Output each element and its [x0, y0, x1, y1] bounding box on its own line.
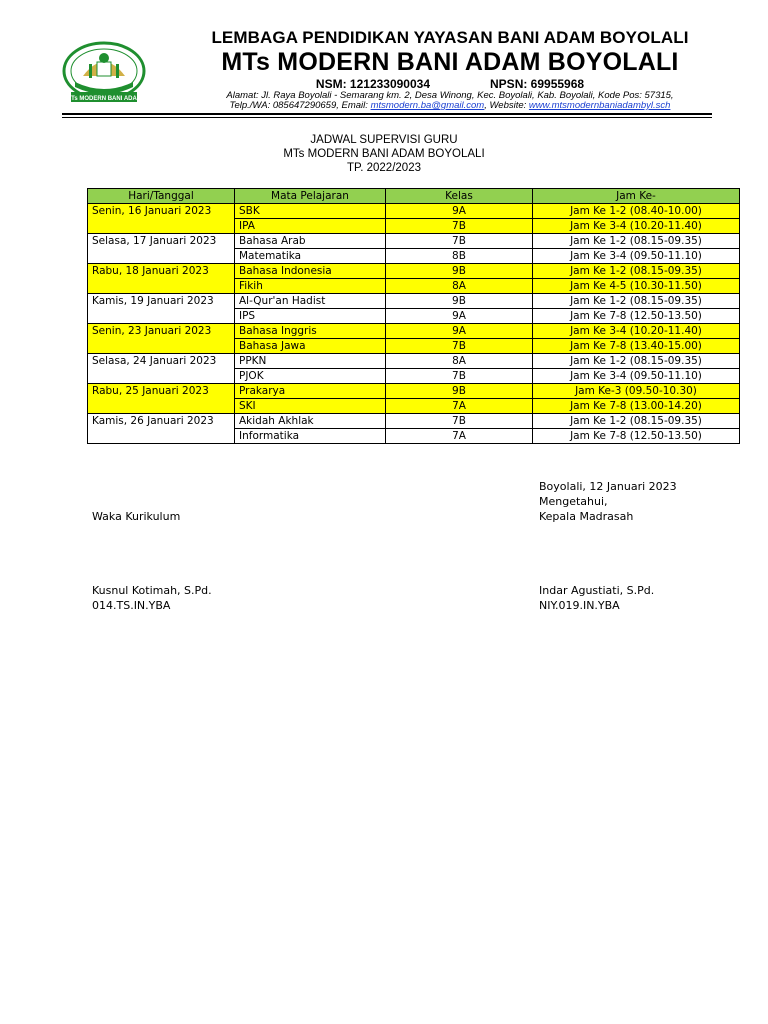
- email-link[interactable]: mtsmodern.ba@gmail.com: [370, 100, 485, 111]
- cell-subject: Informatika: [235, 429, 386, 444]
- cell-time: Jam Ke 1-2 (08.15-09.35): [533, 264, 740, 279]
- table-row: [88, 309, 740, 324]
- cell-day: [88, 249, 235, 264]
- cell-subject: SKI: [235, 399, 386, 414]
- cell-time: Jam Ke 3-4 (09.50-11.10): [533, 369, 740, 384]
- cell-subject: IPA: [235, 219, 386, 234]
- cell-day: Rabu, 25 Januari 2023: [88, 384, 235, 399]
- left-signatory-name: Kusnul Kotimah, S.Pd.: [92, 584, 212, 597]
- academic-year: TP. 2022/2023: [347, 162, 421, 174]
- cell-class: 7B: [386, 339, 533, 354]
- cell-subject: Al-Qur'an Hadist: [235, 294, 386, 309]
- left-signatory-role: Waka Kurikulum: [92, 510, 181, 523]
- cell-time: Jam Ke 7-8 (12.50-13.50): [533, 309, 740, 324]
- cell-class: 7A: [386, 429, 533, 444]
- document-title: JADWAL SUPERVISI GURU: [310, 134, 458, 146]
- cell-time: Jam Ke 3-4 (10.20-11.40): [533, 219, 740, 234]
- npsn-code: NPSN: 69955968: [490, 77, 585, 91]
- header-divider-thick: [62, 113, 712, 115]
- cell-class: 9A: [386, 309, 533, 324]
- header-class: Kelas: [386, 189, 533, 204]
- table-row: [88, 204, 740, 219]
- cell-day: Selasa, 24 Januari 2023: [88, 354, 235, 369]
- cell-time: Jam Ke 7-8 (13.00-14.20): [533, 399, 740, 414]
- svg-text:MTs MODERN BANI ADAM: MTs MODERN BANI ADAM: [66, 96, 142, 102]
- cell-class: 9A: [386, 204, 533, 219]
- table-row: [88, 264, 740, 279]
- cell-class: 8A: [386, 279, 533, 294]
- table-row: [88, 279, 740, 294]
- cell-time: Jam Ke 1-2 (08.15-09.35): [533, 234, 740, 249]
- table-row: [88, 369, 740, 384]
- cell-subject: Bahasa Arab: [235, 234, 386, 249]
- cell-day: [88, 369, 235, 384]
- cell-class: 7B: [386, 369, 533, 384]
- cell-subject: Bahasa Indonesia: [235, 264, 386, 279]
- cell-day: Senin, 16 Januari 2023: [88, 204, 235, 219]
- cell-time: Jam Ke-3 (09.50-10.30): [533, 384, 740, 399]
- cell-day: Rabu, 18 Januari 2023: [88, 264, 235, 279]
- acknowledged-label: Mengetahui,: [539, 495, 608, 508]
- place-date: Boyolali, 12 Januari 2023: [539, 480, 677, 493]
- header-day: Hari/Tanggal: [88, 189, 235, 204]
- cell-subject: Matematika: [235, 249, 386, 264]
- table-row: [88, 219, 740, 234]
- cell-day: Kamis, 19 Januari 2023: [88, 294, 235, 309]
- table-row: [88, 249, 740, 264]
- table-row: [88, 324, 740, 339]
- cell-time: Jam Ke 3-4 (09.50-11.10): [533, 249, 740, 264]
- cell-class: 7B: [386, 414, 533, 429]
- cell-time: Jam Ke 3-4 (10.20-11.40): [533, 324, 740, 339]
- school-name: MTs MODERN BANI ADAM BOYOLALI: [221, 48, 679, 76]
- table-row: [88, 354, 740, 369]
- cell-subject: Bahasa Jawa: [235, 339, 386, 354]
- cell-time: Jam Ke 4-5 (10.30-11.50): [533, 279, 740, 294]
- cell-day: [88, 339, 235, 354]
- cell-class: 9B: [386, 384, 533, 399]
- cell-day: Selasa, 17 Januari 2023: [88, 234, 235, 249]
- website-link[interactable]: www.mtsmodernbaniadambyl.sch: [528, 100, 671, 111]
- cell-time: Jam Ke 1-2 (08.15-09.35): [533, 294, 740, 309]
- cell-time: Jam Ke 1-2 (08.40-10.00): [533, 204, 740, 219]
- table-row: [88, 429, 740, 444]
- contact-phone: Telp./WA: 085647290659, Email:: [229, 100, 371, 111]
- cell-time: Jam Ke 1-2 (08.15-09.35): [533, 354, 740, 369]
- cell-class: 7A: [386, 399, 533, 414]
- header-subject: Mata Pelajaran: [235, 189, 386, 204]
- school-logo: [61, 40, 147, 106]
- right-signatory-id: NIY.019.IN.YBA: [539, 599, 620, 612]
- cell-subject: PPKN: [235, 354, 386, 369]
- school-codes: [150, 77, 750, 91]
- header-time: Jam Ke-: [533, 189, 740, 204]
- cell-time: Jam Ke 1-2 (08.15-09.35): [533, 414, 740, 429]
- nsm-code: NSM: 121233090034: [315, 77, 431, 91]
- left-signatory-id: 014.TS.IN.YBA: [92, 599, 171, 612]
- cell-day: [88, 279, 235, 294]
- school-contact: [150, 100, 750, 111]
- right-signatory-name: Indar Agustiati, S.Pd.: [539, 584, 655, 597]
- cell-time: Jam Ke 7-8 (12.50-13.50): [533, 429, 740, 444]
- table-row: [88, 399, 740, 414]
- cell-day: [88, 399, 235, 414]
- header-divider-thin: [62, 117, 712, 118]
- cell-class: 8A: [386, 354, 533, 369]
- cell-subject: Prakarya: [235, 384, 386, 399]
- cell-subject: Bahasa Inggris: [235, 324, 386, 339]
- table-row: [88, 234, 740, 249]
- institution-name: LEMBAGA PENDIDIKAN YAYASAN BANI ADAM BOYOLALI: [211, 28, 689, 47]
- cell-subject: SBK: [235, 204, 386, 219]
- cell-time: Jam Ke 7-8 (13.40-15.00): [533, 339, 740, 354]
- cell-class: 7B: [386, 219, 533, 234]
- cell-day: [88, 219, 235, 234]
- cell-subject: Akidah Akhlak: [235, 414, 386, 429]
- cell-subject: IPS: [235, 309, 386, 324]
- cell-class: 7B: [386, 234, 533, 249]
- cell-subject: PJOK: [235, 369, 386, 384]
- cell-class: 8B: [386, 249, 533, 264]
- cell-class: 9B: [386, 294, 533, 309]
- cell-class: 9A: [386, 324, 533, 339]
- school-address: Alamat: Jl. Raya Boyolali - Semarang km. 2, Desa Winong, Kec. Boyolali, Kab. Boyolali, Kode Pos: 57315,: [226, 90, 674, 101]
- cell-day: Kamis, 26 Januari 2023: [88, 414, 235, 429]
- supervision-schedule-table: [87, 188, 740, 444]
- table-row: [88, 294, 740, 309]
- table-header-row: [88, 189, 740, 204]
- table-row: [88, 339, 740, 354]
- cell-day: [88, 309, 235, 324]
- cell-day: [88, 429, 235, 444]
- table-row: [88, 384, 740, 399]
- cell-class: 9B: [386, 264, 533, 279]
- website-label: , Website:: [484, 100, 529, 111]
- document-subtitle: MTs MODERN BANI ADAM BOYOLALI: [283, 148, 485, 160]
- table-row: [88, 414, 740, 429]
- right-signatory-role: Kepala Madrasah: [539, 510, 634, 523]
- cell-day: Senin, 23 Januari 2023: [88, 324, 235, 339]
- cell-subject: Fikih: [235, 279, 386, 294]
